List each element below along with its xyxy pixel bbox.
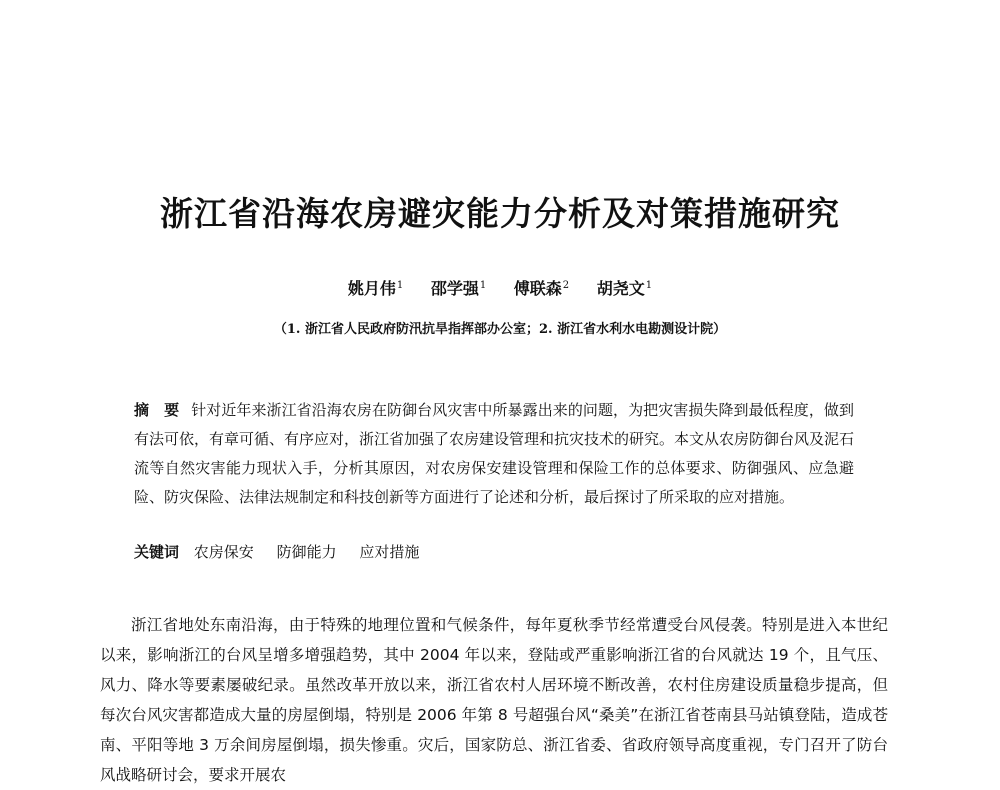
body-paragraph: 浙江省地处东南沿海，由于特殊的地理位置和气候条件，每年夏秋季节经常遭受台风侵袭。特别是进入本世纪以来，影响浙江的台风呈增多增强趋势，其中 2004 年以来，登陆或严重影响浙江省的台风就达 19 个，且气压、风力、降水等要素屡破纪录。虽然改革开放以来，浙江省农村人居环境不断改善，农村住房建设质量稳步提高，但每次台风灾害都造成大量的房屋倒塌，特别是 2006 年第 8 号超强台风“桑美”在浙江省苍南县马站镇登陆，造成苍南、平阳等地 3 万余间房屋倒塌，损失惨重。灾后，国家防总、浙江省委、省政府领导高度重视，专门召开了防台风战略研讨会，要求开展农 [100, 615, 888, 784]
author [431, 276, 486, 299]
author-name: 胡尧文 [596, 279, 645, 298]
author-name: 傅联森 [513, 279, 562, 298]
author-name: 邵学强 [430, 279, 479, 298]
author [514, 276, 569, 299]
abstract [134, 396, 854, 512]
affiliations: （1. 浙江省人民政府防汛抗旱指挥部办公室；2. 浙江省水利水电勘测设计院） [273, 322, 727, 337]
author-affil-mark: 1 [396, 279, 404, 291]
keyword: 防御能力 [276, 543, 337, 561]
paper-title: 浙江省沿海农房避灾能力分析及对策措施研究 [160, 194, 840, 233]
author-name: 姚月伟 [347, 279, 396, 298]
author-affil-mark: 2 [562, 279, 570, 291]
keyword: 应对措施 [359, 543, 420, 561]
keywords [134, 540, 854, 564]
keyword: 农房保安 [193, 543, 254, 561]
author [348, 276, 403, 299]
author [597, 276, 652, 299]
author-list [0, 276, 1000, 299]
author-affil-mark: 1 [479, 279, 487, 291]
keywords-label: 关键词 [134, 543, 180, 561]
abstract-label: 摘 要 [134, 401, 180, 419]
abstract-text: 针对近年来浙江省沿海农房在防御台风灾害中所暴露出来的问题，为把灾害损失降到最低程度，做到有法可依，有章可循、有序应对，浙江省加强了农房建设管理和抗灾技术的研究。本文从农房防御台风及泥石流等自然灾害能力现状入手，分析其原因，对农房保安建设管理和保险工作的总体要求、防御强风、应急避险、防灾保险、法律法规制定和科技创新等方面进行了论述和分析，最后探讨了所采取的应对措施。 [134, 401, 855, 506]
author-affil-mark: 1 [645, 279, 653, 291]
